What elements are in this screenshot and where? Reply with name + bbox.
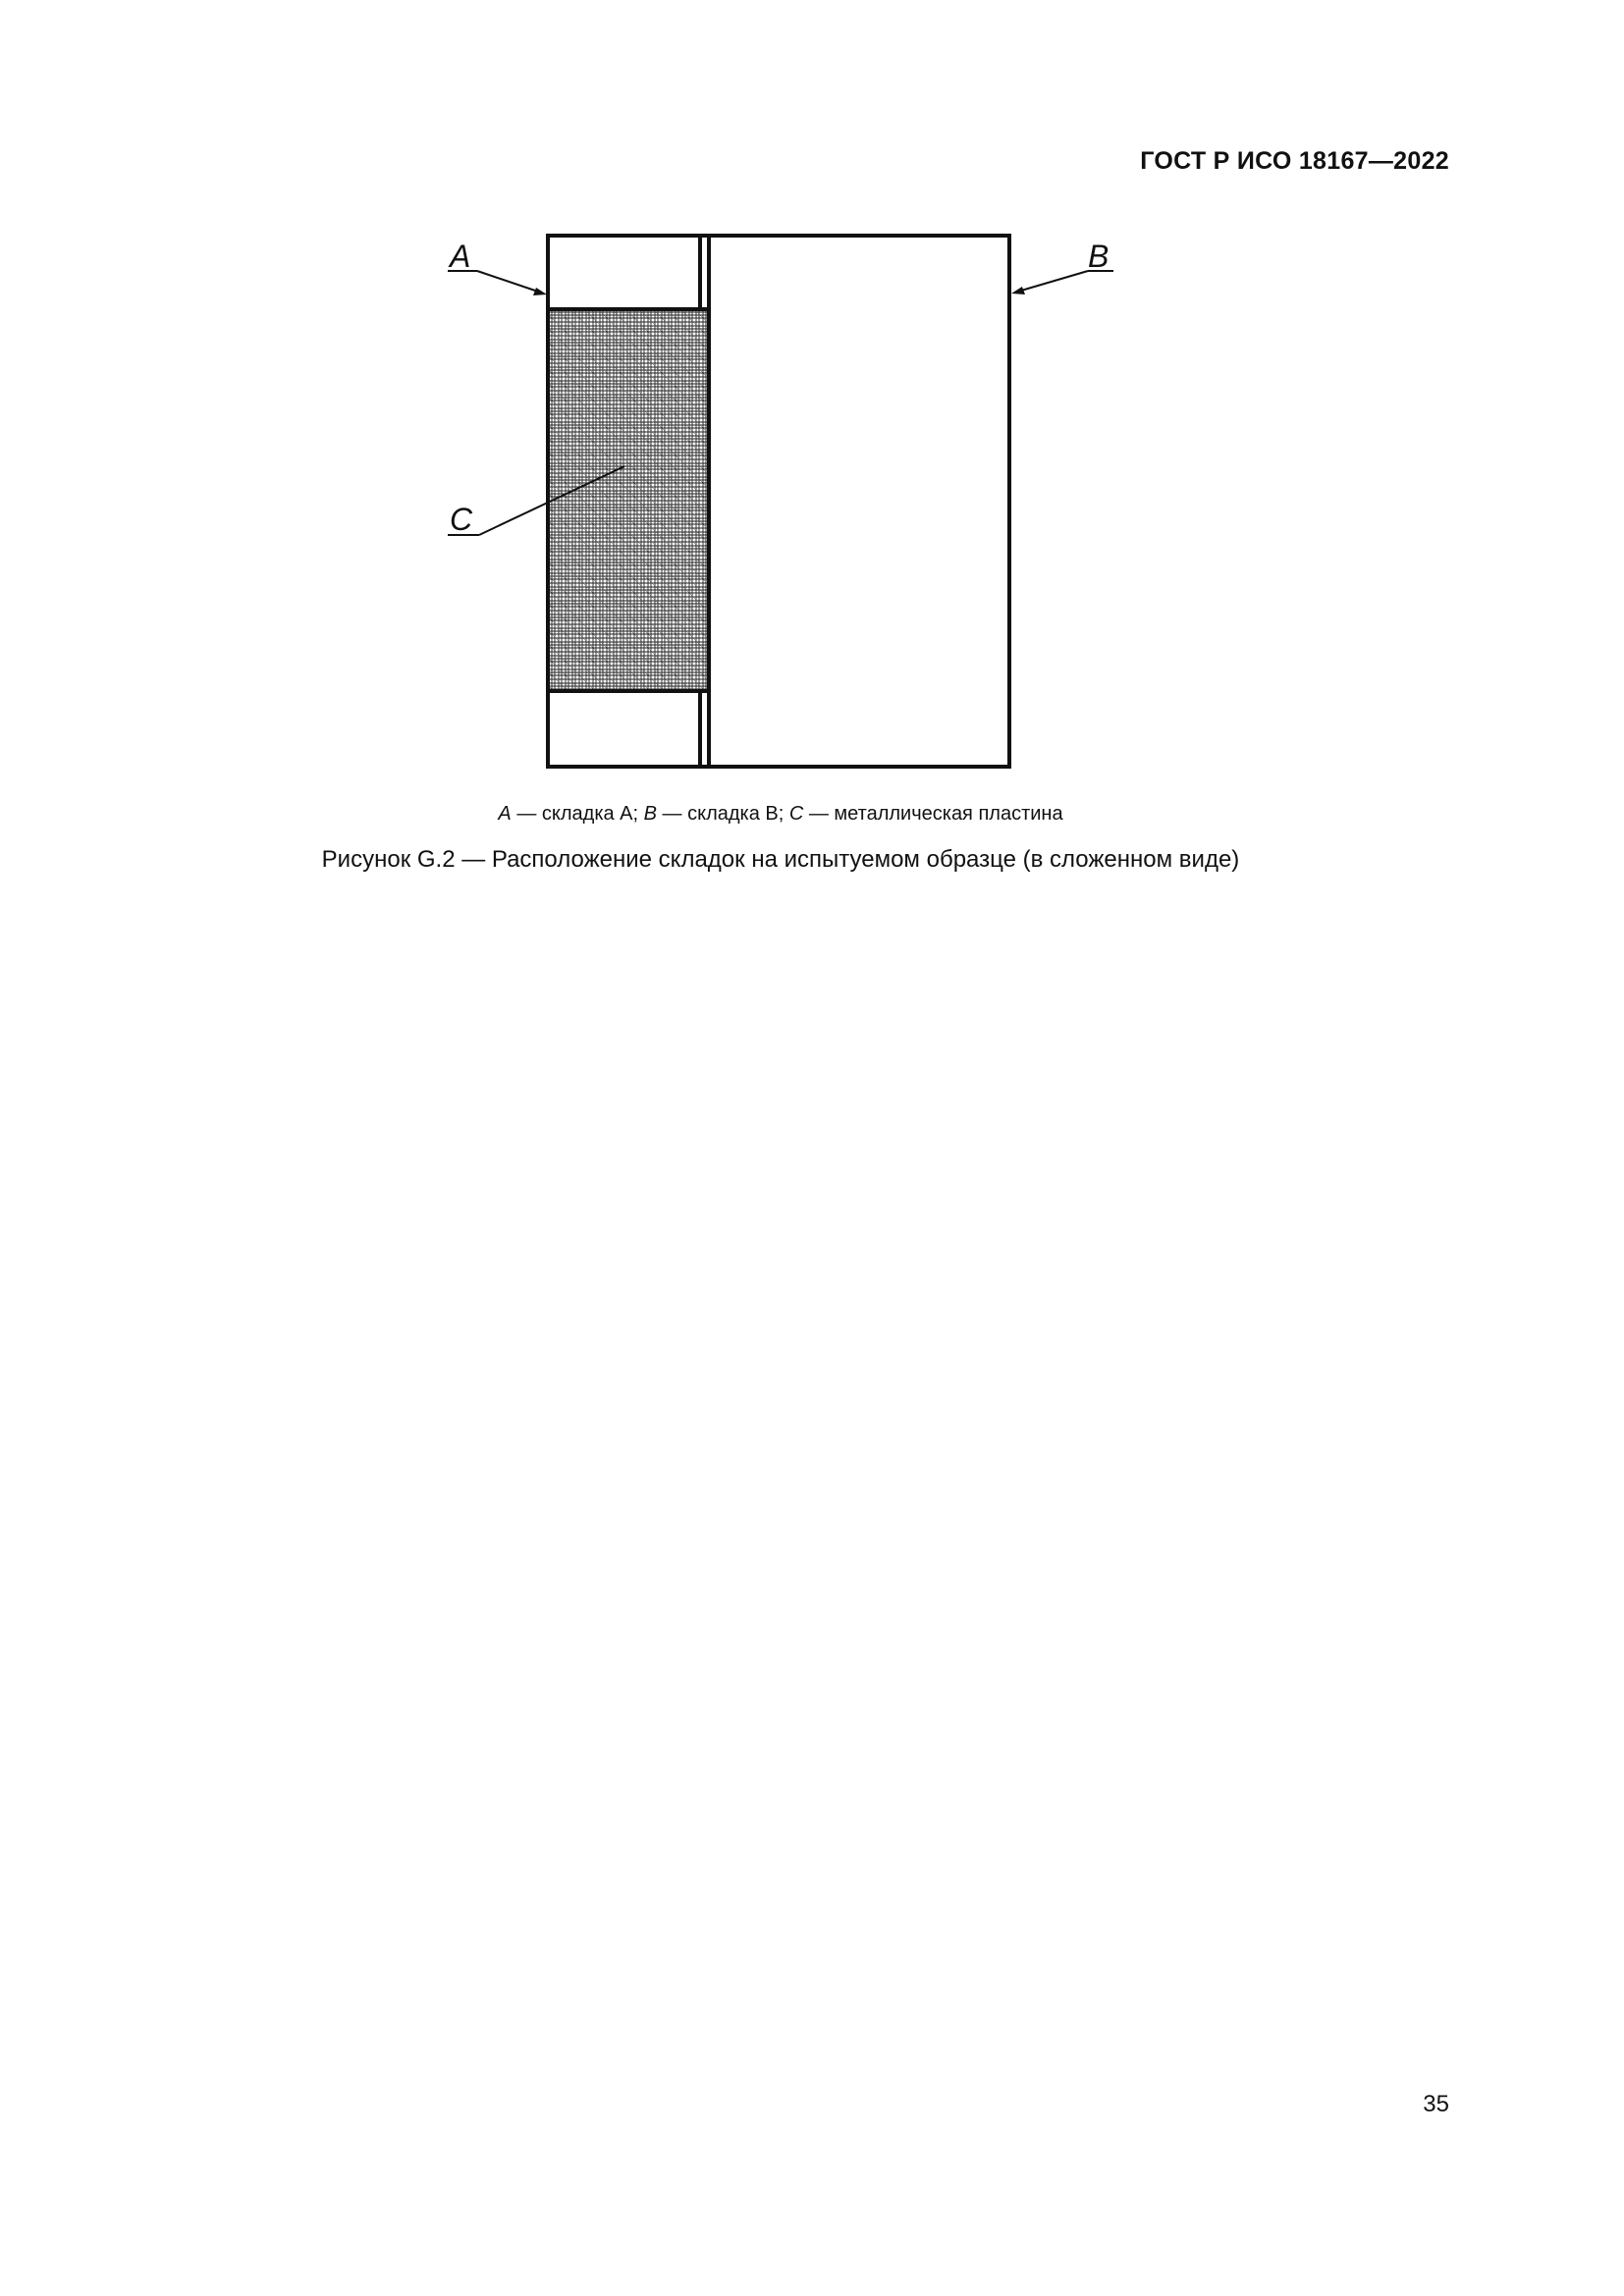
legend-key-a: A xyxy=(498,803,512,825)
label-a-arrowhead xyxy=(533,288,547,295)
figure-caption: Рисунок G.2 — Расположение складок на испытуемом образце (в сложенном виде) xyxy=(321,846,1240,873)
legend-key-c: C xyxy=(788,803,804,825)
label-a: A xyxy=(450,239,471,274)
legend-text-c: — металлическая пластина xyxy=(803,803,1063,825)
label-b-arrowhead xyxy=(1011,287,1025,294)
fold-layout-figure xyxy=(0,0,1624,883)
figure-legend xyxy=(0,803,1561,826)
page-number: 35 xyxy=(1423,2091,1449,2117)
legend-text-a: — складка A; xyxy=(511,803,644,825)
legend-key-b: B xyxy=(643,803,657,825)
label-b: B xyxy=(1088,239,1110,274)
metal-plate xyxy=(548,309,709,691)
label-c: C xyxy=(450,502,473,537)
label-a-leader xyxy=(477,271,538,292)
label-b-leader xyxy=(1021,271,1088,291)
document-standard-code: ГОСТ Р ИСО 18167—2022 xyxy=(1140,147,1449,175)
legend-text-b: — складка B; xyxy=(656,803,789,825)
